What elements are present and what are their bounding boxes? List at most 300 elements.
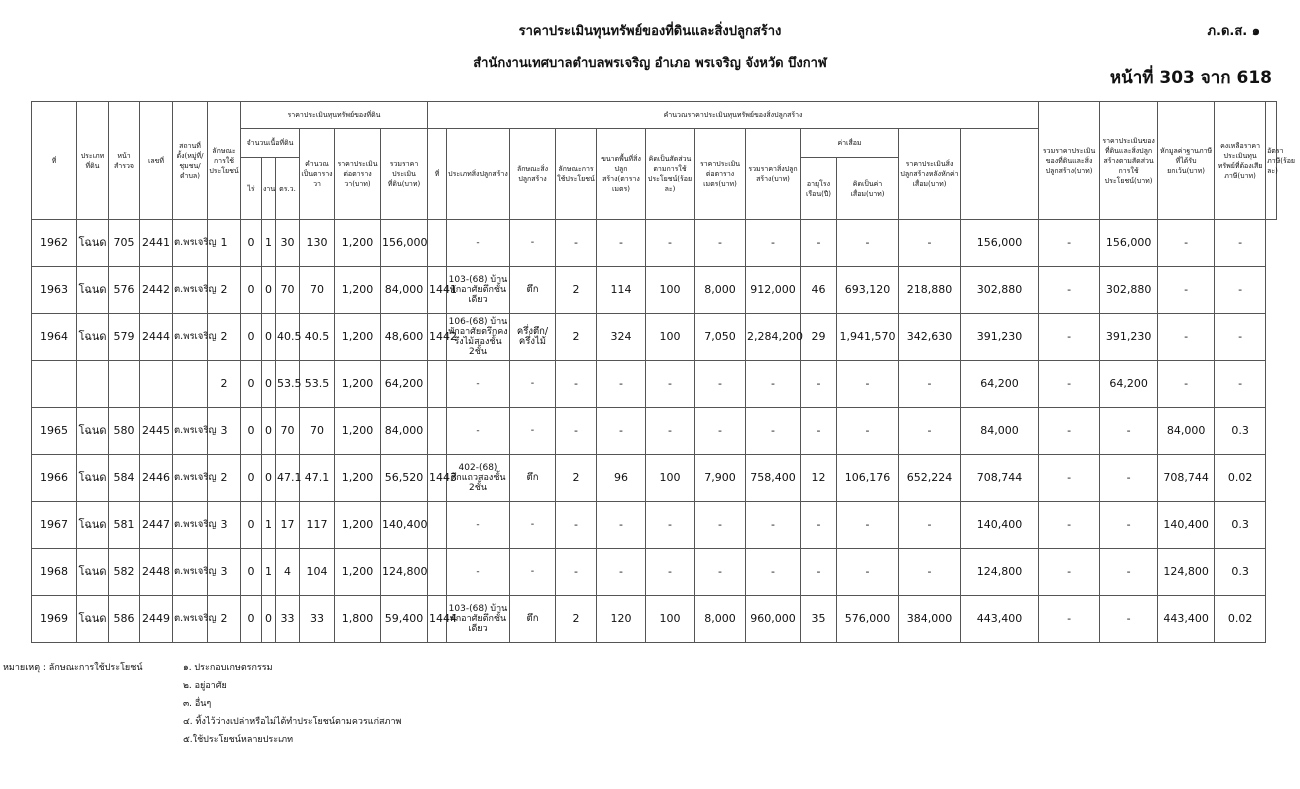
- cell-age: -: [801, 361, 837, 408]
- col-rai: ไร่: [241, 158, 262, 220]
- cell-location: ต.พรเจริญ: [173, 220, 208, 267]
- cell-doc-no: [140, 361, 173, 408]
- cell-grand-total: 156,000: [961, 220, 1039, 267]
- cell-exempt: 302,880: [1100, 267, 1158, 314]
- cell-land-total: 84,000: [381, 408, 428, 455]
- cell-rai: 0: [241, 361, 262, 408]
- col-doc-no: เลขที่: [140, 102, 173, 220]
- table-row: [32, 267, 1277, 314]
- cell-ngan: 0: [262, 361, 276, 408]
- col-doc-type: ประเภทที่ดิน: [77, 102, 109, 220]
- cell-doc-no: 2449: [140, 596, 173, 643]
- cell-bldg-size: 96: [597, 455, 646, 502]
- cell-doc-no: 2446: [140, 455, 173, 502]
- cell-location: ต.พรเจริญ: [173, 408, 208, 455]
- cell-by-ratio: -: [1039, 267, 1100, 314]
- cell-bldg-no: [428, 502, 447, 549]
- cell-doc-type: โฉนด: [77, 220, 109, 267]
- cell-sqwa: 33: [300, 596, 335, 643]
- cell-bldg-after-dep: 342,630: [899, 314, 961, 361]
- cell-age: -: [801, 220, 837, 267]
- cell-no: 1968: [32, 549, 77, 596]
- cell-dep-value: 1,941,570: [837, 314, 899, 361]
- cell-sqwa: 130: [300, 220, 335, 267]
- cell-bldg-type: -: [447, 361, 510, 408]
- cell-survey-page: 581: [109, 502, 140, 549]
- col-group-area: จำนวนเนื้อที่ดิน: [241, 129, 300, 158]
- note-item: ๕.ใช้ประโยชน์หลายประเภท: [183, 735, 294, 745]
- cell-bldg-no: [428, 549, 447, 596]
- cell-exempt: 391,230: [1100, 314, 1158, 361]
- cell-by-ratio: -: [1039, 502, 1100, 549]
- cell-bldg-after-dep: 652,224: [899, 455, 961, 502]
- cell-price-per-wa: 1,200: [335, 455, 381, 502]
- cell-tax-rate: -: [1215, 314, 1266, 361]
- cell-bldg-kind: ครึ่งตึก/ครึ่งไม้: [510, 314, 556, 361]
- cell-age: -: [801, 408, 837, 455]
- cell-land-total: 84,000: [381, 267, 428, 314]
- report-subtitle: สำนักงานเทศบาลตำบลพรเจริญ อำเภอ พรเจริญ จังหวัด บึงกาฬ: [473, 56, 827, 71]
- cell-bldg-usage: 2: [556, 596, 597, 643]
- cell-ngan: 0: [262, 408, 276, 455]
- cell-usage: 2: [208, 314, 241, 361]
- cell-grand-total: 124,800: [961, 549, 1039, 596]
- cell-sqwa: 104: [300, 549, 335, 596]
- col-bldg-type: ประเภทสิ่งปลูกสร้าง: [447, 129, 510, 220]
- cell-location: ต.พรเจริญ: [173, 596, 208, 643]
- cell-bldg-price: 8,000: [695, 596, 746, 643]
- cell-by-ratio: -: [1039, 408, 1100, 455]
- cell-dep-value: -: [837, 408, 899, 455]
- cell-survey-page: 580: [109, 408, 140, 455]
- cell-exempt: 64,200: [1100, 361, 1158, 408]
- table-row: [32, 408, 1277, 455]
- cell-exempt: -: [1100, 502, 1158, 549]
- cell-age: 35: [801, 596, 837, 643]
- cell-usage: 2: [208, 361, 241, 408]
- cell-sqwa: 70: [300, 267, 335, 314]
- cell-price-per-wa: 1,200: [335, 314, 381, 361]
- cell-bldg-usage: -: [556, 408, 597, 455]
- cell-bldg-price: -: [695, 408, 746, 455]
- cell-ngan: 0: [262, 596, 276, 643]
- table-row: [32, 455, 1277, 502]
- cell-dep-value: 106,176: [837, 455, 899, 502]
- cell-tax-rate: 0.3: [1215, 408, 1266, 455]
- cell-tax-rate: 0.02: [1215, 455, 1266, 502]
- cell-taxable: -: [1158, 267, 1215, 314]
- cell-bldg-type: 106-(68) บ้านพักอาศัยตรึกคงรึงไม้สองชั้น 2ชั้น: [447, 314, 510, 361]
- cell-no: 1965: [32, 408, 77, 455]
- cell-tax-rate: -: [1215, 361, 1266, 408]
- cell-survey-page: 582: [109, 549, 140, 596]
- cell-bldg-pct: -: [646, 220, 695, 267]
- cell-doc-no: 2447: [140, 502, 173, 549]
- cell-by-ratio: -: [1039, 314, 1100, 361]
- cell-bldg-kind: -: [510, 549, 556, 596]
- cell-wa: 4: [276, 549, 300, 596]
- cell-price-per-wa: 1,200: [335, 361, 381, 408]
- table-row: [32, 502, 1277, 549]
- cell-doc-no: 2445: [140, 408, 173, 455]
- page-counter: หน้าที่ 303 จาก 618: [1109, 68, 1272, 88]
- cell-price-per-wa: 1,800: [335, 596, 381, 643]
- cell-no: 1966: [32, 455, 77, 502]
- cell-doc-type: โฉนด: [77, 408, 109, 455]
- col-bldg-size: ขนาดพื้นที่สิ่งปลูกสร้าง(ตารางเมตร): [597, 129, 646, 220]
- report-title: ราคาประเมินทุนทรัพย์ของที่ดินและสิ่งปลูกสร้าง: [518, 24, 782, 39]
- cell-bldg-kind: -: [510, 220, 556, 267]
- table-row: [32, 361, 1277, 408]
- col-land-total: รวมราคาประเมินที่ดิน(บาท): [381, 129, 428, 220]
- col-bldg-no: ที่: [428, 129, 447, 220]
- cell-bldg-kind: -: [510, 361, 556, 408]
- cell-dep-value: 576,000: [837, 596, 899, 643]
- cell-grand-total: 64,200: [961, 361, 1039, 408]
- cell-bldg-price: -: [695, 361, 746, 408]
- cell-bldg-pct: 100: [646, 455, 695, 502]
- cell-bldg-usage: 2: [556, 314, 597, 361]
- cell-by-ratio: -: [1039, 361, 1100, 408]
- cell-doc-type: โฉนด: [77, 314, 109, 361]
- cell-bldg-kind: -: [510, 408, 556, 455]
- cell-by-ratio: -: [1039, 220, 1100, 267]
- cell-bldg-kind: -: [510, 502, 556, 549]
- cell-rai: 0: [241, 314, 262, 361]
- col-bldg-price: ราคาประเมินต่อตารางเมตร(บาท): [695, 129, 746, 220]
- cell-bldg-kind: ตึก: [510, 596, 556, 643]
- cell-taxable: -: [1158, 361, 1215, 408]
- cell-bldg-total: 960,000: [746, 596, 801, 643]
- cell-bldg-total: -: [746, 408, 801, 455]
- cell-bldg-total: -: [746, 220, 801, 267]
- cell-bldg-size: 114: [597, 267, 646, 314]
- cell-bldg-type: 103-(68) บ้านพักอาศัยตึกชั้นเดียว: [447, 267, 510, 314]
- cell-age: -: [801, 549, 837, 596]
- col-price-per-wa: ราคาประเมินต่อตารางวา(บาท): [335, 129, 381, 220]
- table-row: [32, 596, 1277, 643]
- cell-exempt: -: [1100, 596, 1158, 643]
- cell-sqwa: 53.5: [300, 361, 335, 408]
- cell-land-total: 56,520: [381, 455, 428, 502]
- cell-bldg-total: 912,000: [746, 267, 801, 314]
- cell-bldg-type: 402-(68) ตึกแถวสองชั้น 2ชั้น: [447, 455, 510, 502]
- cell-bldg-type: 103-(68) บ้านพักอาศัยตึกชั้นเดียว: [447, 596, 510, 643]
- cell-bldg-price: 7,900: [695, 455, 746, 502]
- cell-location: ต.พรเจริญ: [173, 549, 208, 596]
- cell-bldg-price: -: [695, 502, 746, 549]
- cell-rai: 0: [241, 549, 262, 596]
- cell-tax-rate: -: [1215, 220, 1266, 267]
- col-survey-page: หน้าสำรวจ: [109, 102, 140, 220]
- col-age: อายุโรงเรือน(ปี): [801, 158, 837, 220]
- cell-dep-value: -: [837, 502, 899, 549]
- cell-ngan: 0: [262, 267, 276, 314]
- cell-tax-rate: 0.02: [1215, 596, 1266, 643]
- cell-rai: 0: [241, 267, 262, 314]
- cell-usage: 3: [208, 502, 241, 549]
- cell-bldg-size: -: [597, 549, 646, 596]
- cell-doc-type: [77, 361, 109, 408]
- col-usage: ลักษณะการใช้ประโยชน์: [208, 102, 241, 220]
- cell-bldg-size: -: [597, 502, 646, 549]
- cell-bldg-no: [428, 408, 447, 455]
- cell-bldg-total: -: [746, 549, 801, 596]
- cell-doc-no: 2441: [140, 220, 173, 267]
- cell-usage: 2: [208, 596, 241, 643]
- cell-wa: 17: [276, 502, 300, 549]
- table-row: [32, 220, 1277, 267]
- cell-usage: 2: [208, 455, 241, 502]
- cell-bldg-after-dep: -: [899, 502, 961, 549]
- col-group-depreciation: ค่าเสื่อม: [801, 129, 899, 158]
- cell-bldg-price: 8,000: [695, 267, 746, 314]
- cell-doc-type: โฉนด: [77, 455, 109, 502]
- cell-bldg-usage: -: [556, 502, 597, 549]
- col-bldg-usage: ลักษณะการใช้ประโยชน์: [556, 129, 597, 220]
- cell-survey-page: 705: [109, 220, 140, 267]
- cell-ngan: 0: [262, 314, 276, 361]
- cell-by-ratio: -: [1039, 549, 1100, 596]
- cell-price-per-wa: 1,200: [335, 220, 381, 267]
- cell-no: 1969: [32, 596, 77, 643]
- cell-no: 1963: [32, 267, 77, 314]
- cell-bldg-pct: -: [646, 361, 695, 408]
- cell-bldg-total: -: [746, 502, 801, 549]
- cell-no: [32, 361, 77, 408]
- cell-bldg-pct: 100: [646, 596, 695, 643]
- cell-doc-type: โฉนด: [77, 502, 109, 549]
- col-taxable: คงเหลือราคาประเมินทุนทรัพย์ที่ต้องเสียภาษี(บาท): [1215, 102, 1266, 220]
- cell-location: ต.พรเจริญ: [173, 314, 208, 361]
- note-item: ๒. อยู่อาศัย: [183, 681, 227, 691]
- cell-bldg-total: -: [746, 361, 801, 408]
- cell-bldg-after-dep: 218,880: [899, 267, 961, 314]
- col-dep-value: คิดเป็นค่าเสื่อม(บาท): [837, 158, 899, 220]
- cell-survey-page: 584: [109, 455, 140, 502]
- cell-bldg-after-dep: -: [899, 361, 961, 408]
- cell-grand-total: 140,400: [961, 502, 1039, 549]
- cell-bldg-usage: -: [556, 220, 597, 267]
- cell-bldg-no: 1442: [428, 314, 447, 361]
- note-item: ๓. อื่นๆ: [183, 699, 212, 709]
- cell-bldg-price: -: [695, 220, 746, 267]
- cell-exempt: -: [1100, 408, 1158, 455]
- table-row: [32, 549, 1277, 596]
- cell-bldg-usage: -: [556, 549, 597, 596]
- cell-ngan: 0: [262, 455, 276, 502]
- cell-price-per-wa: 1,200: [335, 502, 381, 549]
- cell-bldg-pct: -: [646, 502, 695, 549]
- cell-tax-rate: 0.3: [1215, 549, 1266, 596]
- cell-taxable: 140,400: [1158, 502, 1215, 549]
- cell-bldg-type: -: [447, 549, 510, 596]
- cell-sqwa: 70: [300, 408, 335, 455]
- cell-doc-no: 2444: [140, 314, 173, 361]
- cell-bldg-size: -: [597, 220, 646, 267]
- cell-rai: 0: [241, 596, 262, 643]
- cell-doc-type: โฉนด: [77, 549, 109, 596]
- cell-bldg-price: -: [695, 549, 746, 596]
- cell-doc-type: โฉนด: [77, 596, 109, 643]
- table-row: [32, 314, 1277, 361]
- form-code: ภ.ด.ส. ๑: [1207, 24, 1260, 39]
- col-exempt: หักมูลค่าฐานภาษีที่ได้รับยกเว้น(บาท): [1158, 102, 1215, 220]
- cell-rai: 0: [241, 408, 262, 455]
- cell-wa: 47.1: [276, 455, 300, 502]
- cell-by-ratio: -: [1039, 596, 1100, 643]
- cell-survey-page: 586: [109, 596, 140, 643]
- cell-wa: 33: [276, 596, 300, 643]
- cell-bldg-no: 1444: [428, 596, 447, 643]
- cell-bldg-total: 2,284,200: [746, 314, 801, 361]
- cell-wa: 70: [276, 267, 300, 314]
- cell-taxable: 708,744: [1158, 455, 1215, 502]
- cell-ngan: 1: [262, 502, 276, 549]
- cell-doc-no: 2448: [140, 549, 173, 596]
- col-by-ratio: ราคาประเมินของที่ดินและสิ่งปลูกสร้างตามสัดส่วนการใช้ประโยชน์(บาท): [1100, 102, 1158, 220]
- cell-usage: 1: [208, 220, 241, 267]
- col-tax-rate: อัตราภาษี(ร้อยละ): [1266, 102, 1277, 220]
- cell-land-total: 48,600: [381, 314, 428, 361]
- cell-taxable: -: [1158, 314, 1215, 361]
- cell-bldg-no: [428, 220, 447, 267]
- cell-sqwa: 47.1: [300, 455, 335, 502]
- col-wa: ตร.ว.: [276, 158, 300, 220]
- cell-no: 1962: [32, 220, 77, 267]
- cell-land-total: 64,200: [381, 361, 428, 408]
- cell-land-total: 59,400: [381, 596, 428, 643]
- col-group-land: ราคาประเมินทุนทรัพย์ของที่ดิน: [241, 102, 428, 129]
- cell-bldg-after-dep: -: [899, 220, 961, 267]
- cell-ngan: 1: [262, 220, 276, 267]
- cell-age: 29: [801, 314, 837, 361]
- cell-dep-value: -: [837, 549, 899, 596]
- cell-dep-value: 693,120: [837, 267, 899, 314]
- col-location: สถานที่ตั้ง(หมู่ที่/ชุมชน/ตำบล): [173, 102, 208, 220]
- cell-wa: 70: [276, 408, 300, 455]
- cell-age: -: [801, 502, 837, 549]
- cell-bldg-pct: 100: [646, 314, 695, 361]
- cell-price-per-wa: 1,200: [335, 267, 381, 314]
- cell-exempt: -: [1100, 549, 1158, 596]
- cell-location: ต.พรเจริญ: [173, 455, 208, 502]
- cell-bldg-pct: -: [646, 549, 695, 596]
- cell-bldg-kind: ตึก: [510, 455, 556, 502]
- cell-land-total: 140,400: [381, 502, 428, 549]
- cell-exempt: -: [1100, 455, 1158, 502]
- cell-taxable: 124,800: [1158, 549, 1215, 596]
- col-bldg-after-dep: ราคาประเมินสิ่งปลูกสร้างหลังหักค่าเสื่อม(บาท): [899, 129, 961, 220]
- cell-age: 12: [801, 455, 837, 502]
- cell-grand-total: 443,400: [961, 596, 1039, 643]
- cell-wa: 40.5: [276, 314, 300, 361]
- note-item: ๑. ประกอบเกษตรกรรม: [183, 663, 273, 673]
- col-bldg-pct: คิดเป็นสัดส่วนตามการใช้ประโยชน์(ร้อยละ): [646, 129, 695, 220]
- cell-location: [173, 361, 208, 408]
- cell-bldg-total: 758,400: [746, 455, 801, 502]
- notes-label: หมายเหตุ : ลักษณะการใช้ประโยชน์: [3, 663, 143, 673]
- cell-no: 1964: [32, 314, 77, 361]
- cell-location: ต.พรเจริญ: [173, 267, 208, 314]
- cell-bldg-no: [428, 361, 447, 408]
- cell-land-total: 124,800: [381, 549, 428, 596]
- cell-taxable: 84,000: [1158, 408, 1215, 455]
- cell-age: 46: [801, 267, 837, 314]
- cell-wa: 53.5: [276, 361, 300, 408]
- cell-bldg-price: 7,050: [695, 314, 746, 361]
- cell-location: ต.พรเจริญ: [173, 502, 208, 549]
- cell-bldg-size: -: [597, 361, 646, 408]
- cell-tax-rate: 0.3: [1215, 502, 1266, 549]
- cell-bldg-after-dep: -: [899, 549, 961, 596]
- cell-taxable: -: [1158, 220, 1215, 267]
- cell-usage: 2: [208, 267, 241, 314]
- cell-bldg-size: 120: [597, 596, 646, 643]
- cell-ngan: 1: [262, 549, 276, 596]
- cell-grand-total: 391,230: [961, 314, 1039, 361]
- cell-taxable: 443,400: [1158, 596, 1215, 643]
- cell-bldg-usage: 2: [556, 267, 597, 314]
- cell-dep-value: -: [837, 220, 899, 267]
- cell-bldg-kind: ตึก: [510, 267, 556, 314]
- cell-doc-type: โฉนด: [77, 267, 109, 314]
- cell-grand-total: 84,000: [961, 408, 1039, 455]
- col-grand-total: รวมราคาประเมินของที่ดินและสิ่งปลูกสร้าง(บาท): [1039, 102, 1100, 220]
- cell-bldg-no: 1443: [428, 455, 447, 502]
- cell-bldg-type: -: [447, 502, 510, 549]
- cell-rai: 0: [241, 220, 262, 267]
- col-sqwa: คำนวณเป็นตารางวา: [300, 129, 335, 220]
- cell-bldg-pct: 100: [646, 267, 695, 314]
- cell-bldg-after-dep: -: [899, 408, 961, 455]
- assessment-table: [31, 101, 1296, 643]
- cell-survey-page: [109, 361, 140, 408]
- cell-rai: 0: [241, 502, 262, 549]
- cell-sqwa: 40.5: [300, 314, 335, 361]
- cell-bldg-size: 324: [597, 314, 646, 361]
- cell-doc-no: 2442: [140, 267, 173, 314]
- cell-bldg-size: -: [597, 408, 646, 455]
- cell-usage: 3: [208, 408, 241, 455]
- cell-bldg-pct: -: [646, 408, 695, 455]
- cell-price-per-wa: 1,200: [335, 549, 381, 596]
- cell-exempt: 156,000: [1100, 220, 1158, 267]
- col-ngan: งาน: [262, 158, 276, 220]
- cell-bldg-usage: -: [556, 361, 597, 408]
- cell-bldg-after-dep: 384,000: [899, 596, 961, 643]
- cell-land-total: 156,000: [381, 220, 428, 267]
- cell-survey-page: 576: [109, 267, 140, 314]
- col-no: ที่: [32, 102, 77, 220]
- cell-bldg-no: 1441: [428, 267, 447, 314]
- note-item: ๔. ทิ้งไว้ว่างเปล่าหรือไม่ได้ทำประโยชน์ตามควรแก่สภาพ: [183, 717, 402, 727]
- cell-sqwa: 117: [300, 502, 335, 549]
- cell-dep-value: -: [837, 361, 899, 408]
- col-bldg-total: รวมราคาสิ่งปลูกสร้าง(บาท): [746, 129, 801, 220]
- col-group-building: คำนวณราคาประเมินทุนทรัพย์ของสิ่งปลูกสร้าง: [428, 102, 1039, 129]
- cell-by-ratio: -: [1039, 455, 1100, 502]
- cell-bldg-type: -: [447, 408, 510, 455]
- cell-tax-rate: -: [1215, 267, 1266, 314]
- cell-wa: 30: [276, 220, 300, 267]
- cell-bldg-type: -: [447, 220, 510, 267]
- cell-grand-total: 708,744: [961, 455, 1039, 502]
- col-bldg-kind: ลักษณะสิ่งปลูกสร้าง: [510, 129, 556, 220]
- cell-usage: 3: [208, 549, 241, 596]
- cell-no: 1967: [32, 502, 77, 549]
- cell-rai: 0: [241, 455, 262, 502]
